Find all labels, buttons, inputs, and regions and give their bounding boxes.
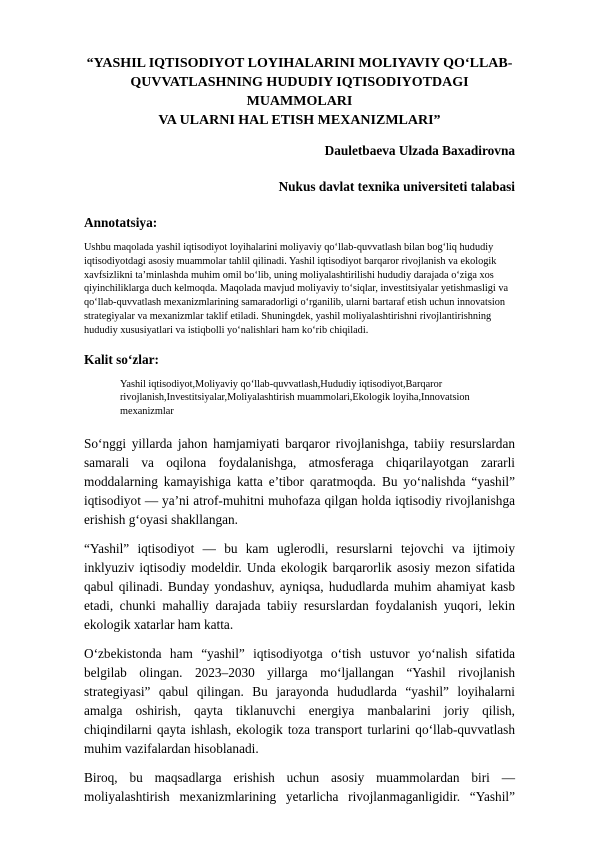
keywords-heading: Kalit so‘zlar: [84, 351, 159, 367]
author-affiliation: Nukus davlat texnika universiteti talabasi [278, 179, 515, 194]
paper-title [84, 54, 515, 130]
abstract-heading: Annotatsiya: [84, 215, 158, 230]
title-line: QUVVATLASHNING HUDUDIY IQTISODIYOTDAGI MUAMMOLARI [130, 75, 469, 109]
abstract-text: Ushbu maqolada yashil iqtisodiyot loyihalarini moliyaviy qo‘llab-quvvatlash bilan bog‘liq hududiy iqtisodiyotdagi asosiy muammolar tahlil qilinadi. Yashil iqtisodiyot barqaror rivojlanish va ekologik xavfsizlikni ta’minlashda muhim omil bo‘lib, uning moliyalashtirilishi hududiy darajada o‘ziga xos qiyinchiliklarga duch kelmoqda. Maqolada mavjud moliyaviy to‘siqlar, investitsiyalar yetishmasligi va qo‘llab-quvvatlash mexanizmlarining samaradorligi o‘rganilib, ularni bartaraf etish uchun innovatsion strategiyalar va mexanizmlar taklif etiladi. Shuningdek, yashil moliyalashtirishni rivojlantirishning hududiy xususiyatlari va istiqbolli yo‘nalishlari ham ko‘rib chiqiladi. [84, 242, 509, 336]
body-paragraph: “Yashil” iqtisodiyot — bu kam uglerodli, resurslarni tejovchi va ijtimoiy inklyuziv iqtisodiy modeldir. Unda ekologik barqarorlik asosiy mezon sifatida qabul qilinadi. Bunday yondashuv, ayniqsa, hududlarda muhim ahamiyat kasb etadi, chunki mahalliy darajada tabiiy resurslardan foydalanish yuqori, lekin ekologik xatarlar ham katta. [84, 540, 515, 632]
author-name: Dauletbaeva Ulzada Baxadirovna [324, 143, 515, 158]
title-line: VA ULARNI HAL ETISH MEXANIZMLARI” [158, 113, 441, 128]
keywords-text: Yashil iqtisodiyot,Moliyaviy qo‘llab-quvvatlash,Hududiy iqtisodiyot,Barqaror rivojlanish,Investitsiyalar,Moliyalashtirish muammolari,Ekologik loyiha,Innovatsion mexanizmlar [120, 378, 470, 418]
body-paragraph: O‘zbekistonda ham “yashil” iqtisodiyotga o‘tish ustuvor yo‘nalish sifatida belgilab olingan. 2023–2030 yillarga mo‘ljallangan “Yashil rivojlanish strategiyasi” qabul qilingan. Bu jarayonda hududlarda “yashil” loyihalarni amalga oshirish, qayta tiklanuvchi energiya manbalarini joriy qilish, chiqindilarni qayta ishlash, ekologik toza transport turlarini qo‘llab-quvvatlash muhim vazifalardan hisoblanadi. [84, 645, 515, 756]
body-paragraph: Biroq, bu maqsadlarga erishish uchun asosiy muammolardan biri — moliyalashtirish mexanizmlarining yetarlicha rivojlanmaganligidir. “Yashil” [84, 769, 515, 804]
body-paragraph: So‘nggi yillarda jahon hamjamiyati barqaror rivojlanishga, tabiiy resurslardan samarali va oqilona foydalanishga, atmosferaga chiqarilayotgan zararli moddalarning kamayishiga katta e’tibor qaratmoqda. Bu yo‘nalishda “yashil” iqtisodiyot — ya’ni atrof-muhitni muhofaza qilgan holda iqtisodiy rivojlanishga erishish g‘oyasi shakllangan. [84, 435, 515, 527]
title-line: “YASHIL IQTISODIYOT LOYIHALARINI MOLIYAVIY QO‘LLAB- [86, 56, 513, 71]
